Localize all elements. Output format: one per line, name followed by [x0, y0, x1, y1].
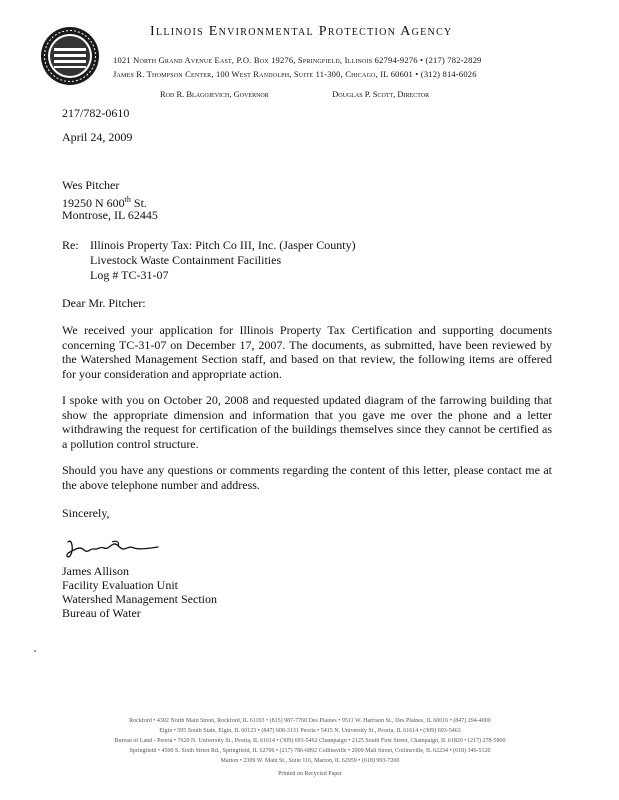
signer-name: James Allison [62, 564, 130, 578]
agency-name: Illinois Environmental Protection Agency [150, 24, 453, 39]
body-paragraph: Should you have any questions or comments regarding the content of this letter, please contact me at the above telephone number and address. [62, 463, 552, 492]
footer-offices-line: Elgin • 595 South State, Elgin, IL 60123 • (847) 608-3131 Peoria • 5415 N. University St., Peoria, IL 61614 • (309) 693-5463 [159, 728, 461, 734]
re-line: Livestock Waste Containment Facilities [90, 253, 282, 267]
re-line: Log # TC-31-07 [90, 268, 169, 282]
re-line: Illinois Property Tax: Pitch Co III, Inc. (Jasper County) [90, 238, 356, 252]
footer-offices-line: Springfield • 4500 S. Sixth Street Rd., Springfield, IL 62706 • (217) 786-6892 Collinsville • 2009 Mall Street, Collinsville, IL 62234 • (618) 346-5120 [129, 748, 491, 754]
footer-recycled-note: Printed on Recycled Paper [278, 771, 342, 777]
signer-section: Watershed Management Section [62, 592, 217, 606]
agency-address-chicago: James R. Thompson Center, 100 West Randolph, Suite 11-300, Chicago, IL 60601 • (312) 814-6026 [113, 69, 477, 79]
closing: Sincerely, [62, 506, 110, 520]
recipient-city-state-zip: Montrose, IL 62445 [62, 208, 158, 222]
agency-seal-logo [40, 26, 100, 86]
footer-offices-line: Rockford • 4302 North Main Street, Rockford, IL 61103 • (815) 987-7760 Des Plaines • 9511 W. Harrison St., Des Plaines, IL 60016 • (847) 294-4000 [129, 718, 491, 724]
signer-unit: Facility Evaluation Unit [62, 578, 178, 592]
signer-bureau: Bureau of Water [62, 606, 141, 620]
salutation: Dear Mr. Pitcher: [62, 296, 146, 310]
governor-name: Rod R. Blagojevich, Governor [160, 89, 269, 99]
fold-mark [34, 650, 36, 652]
director-name: Douglas P. Scott, Director [332, 89, 430, 99]
agency-address-springfield: 1021 North Grand Avenue East, P.O. Box 19276, Springfield, Illinois 62794-9276 • (217) 782-2829 [113, 55, 482, 65]
recipient-street-number: 19250 N 600 [62, 196, 125, 210]
body-paragraph: We received your application for Illinois Property Tax Certification and supporting documents concerning TC-31-07 on December 17, 2007. The documents, as submitted, have been reviewed by the Watershed Management Section staff, and based on that review, the following items are offered for your consideration and appropriate action. [62, 323, 552, 381]
letter-date: April 24, 2009 [62, 130, 133, 144]
phone-number: 217/782-0610 [62, 106, 130, 120]
body-paragraph: I spoke with you on October 20, 2008 and requested updated diagram of the farrowing building that show the appropriate dimension and information that you gave me over the phone and a letter withdrawing the request for certification of the buildings themselves since they cannot be certified as a pollution control structure. [62, 393, 552, 451]
recipient-name: Wes Pitcher [62, 178, 120, 192]
handwritten-signature [62, 536, 162, 560]
officials-line [160, 89, 429, 99]
recipient-street-suffix: th [124, 195, 131, 204]
footer-offices-line: Bureau of Land - Peoria • 7620 N. University St., Peoria, IL 61614 • (309) 693-5462 Champaign • 2125 South First Street, Champaign, IL 61820 • (217) 278-5800 [114, 738, 506, 744]
footer-offices-line: Marion • 2309 W. Main St., Suite 116, Marion, IL 62959 • (618) 993-7200 [220, 758, 400, 764]
re-label: Re: [62, 238, 79, 252]
recipient-street-rest: St. [130, 196, 147, 210]
